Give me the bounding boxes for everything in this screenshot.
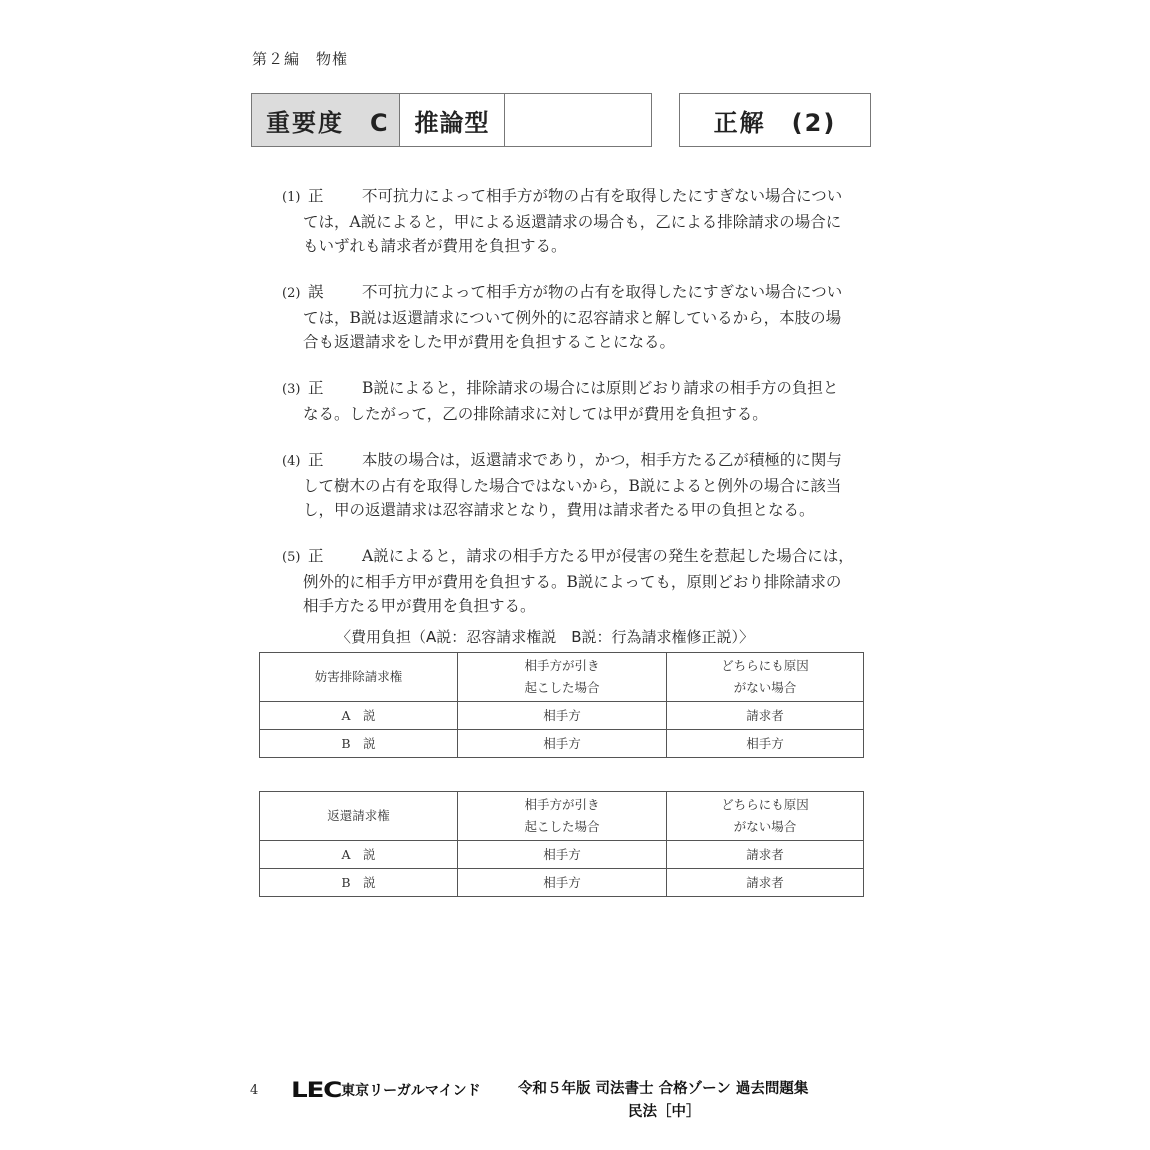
table-cell: 相手方: [458, 841, 667, 869]
table-header-cell: 妨害排除請求権: [260, 653, 458, 702]
item-text: して樹木の占有を取得した場合ではないから，B説によると例外の場合に該当: [303, 477, 842, 495]
explanation-item-3: [282, 376, 874, 426]
answer-box: 正解 (2): [679, 93, 871, 147]
table-header-cell: 相手方が引き 起こした場合: [458, 653, 667, 702]
table-cell: 請求者: [667, 702, 864, 730]
item-text: A説によると，請求の相手方たる甲が侵害の発生を惹起した場合には，: [362, 547, 854, 565]
item-number: (3): [282, 382, 301, 397]
table-header-cell: どちらにも原因 がない場合: [667, 792, 864, 841]
item-judgement: 正: [308, 451, 324, 469]
table-row: [260, 702, 864, 730]
item-text: なる。したがって，乙の排除請求に対しては甲が費用を負担する。: [303, 405, 768, 423]
page-number: 4: [250, 1083, 259, 1098]
book-title: 令和５年版 司法書士 合格ゾーン 過去問題集: [518, 1081, 809, 1097]
cost-table-return: [259, 791, 864, 897]
item-judgement: 誤: [308, 283, 324, 301]
table-row: [260, 841, 864, 869]
table-cell: A 説: [260, 841, 458, 869]
explanation-list: [282, 184, 874, 640]
table-header-row: [260, 792, 864, 841]
question-type-box: 推論型: [399, 93, 505, 147]
table-cell: 請求者: [667, 869, 864, 897]
table-cell: 相手方: [458, 702, 667, 730]
explanation-item-5: [282, 544, 874, 618]
item-number: (2): [282, 286, 301, 301]
importance-box: 重要度 C: [251, 93, 400, 147]
cost-table-removal: [259, 652, 864, 758]
table-cell: 請求者: [667, 841, 864, 869]
item-judgement: 正: [308, 379, 324, 397]
item-text: もいずれも請求者が費用を負担する。: [303, 237, 567, 255]
table-header-cell: 返還請求権: [260, 792, 458, 841]
item-text: B説によると，排除請求の場合には原則どおり請求の相手方の負担と: [362, 379, 839, 397]
item-text: 例外的に相手方甲が費用を負担する。B説によっても，原則どおり排除請求の: [303, 573, 842, 591]
table-cell: 相手方: [458, 869, 667, 897]
publisher-logo: [291, 1078, 481, 1102]
book-subtitle: 民法［中］: [628, 1104, 701, 1120]
table-header-row: [260, 653, 864, 702]
table-title: 〈費用負担（A説：忍容請求権説 B説：行為請求権修正説）〉: [336, 628, 755, 646]
table-row: [260, 730, 864, 758]
table-header-cell: 相手方が引き 起こした場合: [458, 792, 667, 841]
item-text: 相手方たる甲が費用を負担する。: [303, 597, 536, 615]
page-footer: [0, 1075, 1150, 1125]
lec-logo-icon: LEC: [291, 1078, 342, 1102]
item-text: 本肢の場合は，返還請求であり，かつ，相手方たる乙が積極的に関与: [362, 451, 842, 469]
table-cell: B 説: [260, 869, 458, 897]
item-judgement: 正: [308, 187, 324, 205]
publisher-name: 東京リーガルマインド: [341, 1083, 481, 1099]
item-text: 合も返還請求をした甲が費用を負担することになる。: [303, 333, 676, 351]
explanation-item-1: [282, 184, 874, 258]
explanation-item-4: [282, 448, 874, 522]
table-cell: A 説: [260, 702, 458, 730]
table-header-cell: どちらにも原因 がない場合: [667, 653, 864, 702]
item-judgement: 正: [308, 547, 324, 565]
item-text: 不可抗力によって相手方が物の占有を取得したにすぎない場合につい: [362, 283, 843, 301]
section-label: 第２編 物権: [252, 50, 349, 68]
table-cell: 相手方: [667, 730, 864, 758]
blank-box: [504, 93, 652, 147]
item-number: (4): [282, 454, 301, 469]
item-number: (5): [282, 550, 301, 565]
item-text: ては，B説は返還請求について例外的に忍容請求と解しているから，本肢の場: [303, 309, 842, 327]
table-cell: 相手方: [458, 730, 667, 758]
item-text: ては，A説によると，甲による返還請求の場合も，乙による排除請求の場合に: [303, 213, 842, 231]
item-text: 不可抗力によって相手方が物の占有を取得したにすぎない場合につい: [362, 187, 843, 205]
table-row: [260, 869, 864, 897]
item-text: し，甲の返還請求は忍容請求となり，費用は請求者たる甲の負担となる。: [303, 501, 815, 519]
table-cell: B 説: [260, 730, 458, 758]
explanation-item-2: [282, 280, 874, 354]
item-number: (1): [282, 190, 301, 205]
